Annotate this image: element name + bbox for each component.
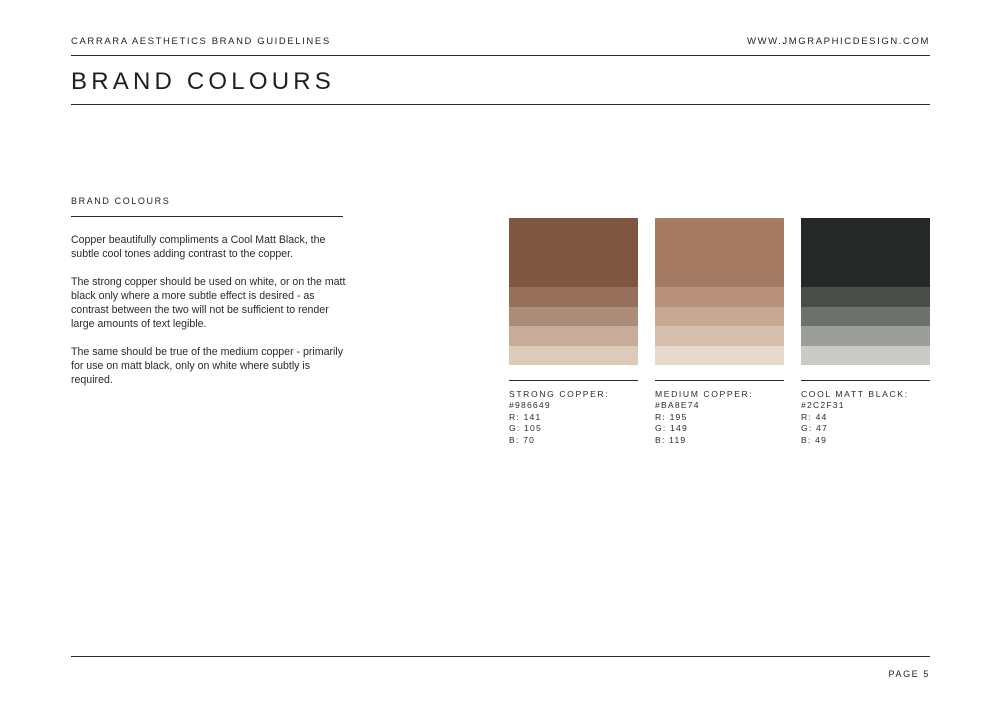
swatch-hex: #986649 [509, 400, 551, 411]
swatch-rule [655, 380, 784, 381]
swatch-tint [655, 346, 784, 366]
header-rule [71, 55, 930, 56]
paragraph-3: The same should be true of the medium copper - primarily for use on matt black, only on white where subtly is required. [71, 346, 344, 386]
swatch-g: G: 47 [801, 423, 829, 434]
website-link[interactable]: WWW.JMGRAPHICDESIGN.COM [747, 36, 930, 47]
swatch-info [655, 389, 784, 446]
swatch-g: G: 105 [509, 423, 542, 434]
swatch-tint [655, 307, 784, 327]
document-title: CARRARA AESTHETICS BRAND GUIDELINES [71, 36, 331, 47]
swatch-strong-copper [509, 218, 638, 446]
swatch-name: STRONG COPPER: [509, 389, 610, 399]
swatch-tint [509, 326, 638, 346]
swatch-tint [801, 307, 930, 327]
swatch-main-color [655, 218, 784, 287]
swatch-tint [509, 287, 638, 307]
section-label: BRAND COLOURS [71, 196, 171, 206]
title-rule [71, 104, 930, 105]
body-text [71, 233, 351, 401]
swatch-tint [655, 287, 784, 307]
swatch-hex: #2C2F31 [801, 400, 845, 411]
swatch-tint [801, 346, 930, 366]
swatch-name: MEDIUM COPPER: [655, 389, 754, 399]
swatch-r: R: 141 [509, 411, 542, 422]
swatch-main-color [509, 218, 638, 287]
swatch-tint [509, 346, 638, 366]
swatch-tint [801, 326, 930, 346]
swatch-r: R: 195 [655, 411, 688, 422]
swatch-tint [509, 307, 638, 327]
section-rule [71, 216, 343, 217]
swatch-b: B: 119 [655, 434, 687, 445]
swatch-info [509, 389, 638, 446]
swatch-rule [801, 380, 930, 381]
swatch-medium-copper [655, 218, 784, 446]
swatch-g: G: 149 [655, 423, 688, 434]
swatch-tint [655, 326, 784, 346]
swatch-b: B: 49 [801, 434, 828, 445]
swatch-hex: #BA8E74 [655, 400, 700, 411]
swatch-rule [509, 380, 638, 381]
paragraph-2: The strong copper should be used on white, or on the matt black only where a more subtle effect is desired - as contrast between the two will not be sufficient to render large amounts of text legible. [71, 276, 346, 330]
swatch-cool-matt-black [801, 218, 930, 446]
swatch-b: B: 70 [509, 434, 536, 445]
page-title: BRAND COLOURS [71, 68, 335, 95]
footer-rule [71, 656, 930, 657]
swatch-name: COOL MATT BLACK: [801, 389, 909, 399]
page-number: PAGE 5 [888, 669, 930, 679]
swatch-r: R: 44 [801, 411, 828, 422]
swatch-tint [801, 287, 930, 307]
paragraph-1: Copper beautifully compliments a Cool Matt Black, the subtle cool tones adding contrast to the copper. [71, 234, 326, 260]
swatch-info [801, 389, 930, 446]
swatch-main-color [801, 218, 930, 287]
top-header [71, 36, 930, 48]
